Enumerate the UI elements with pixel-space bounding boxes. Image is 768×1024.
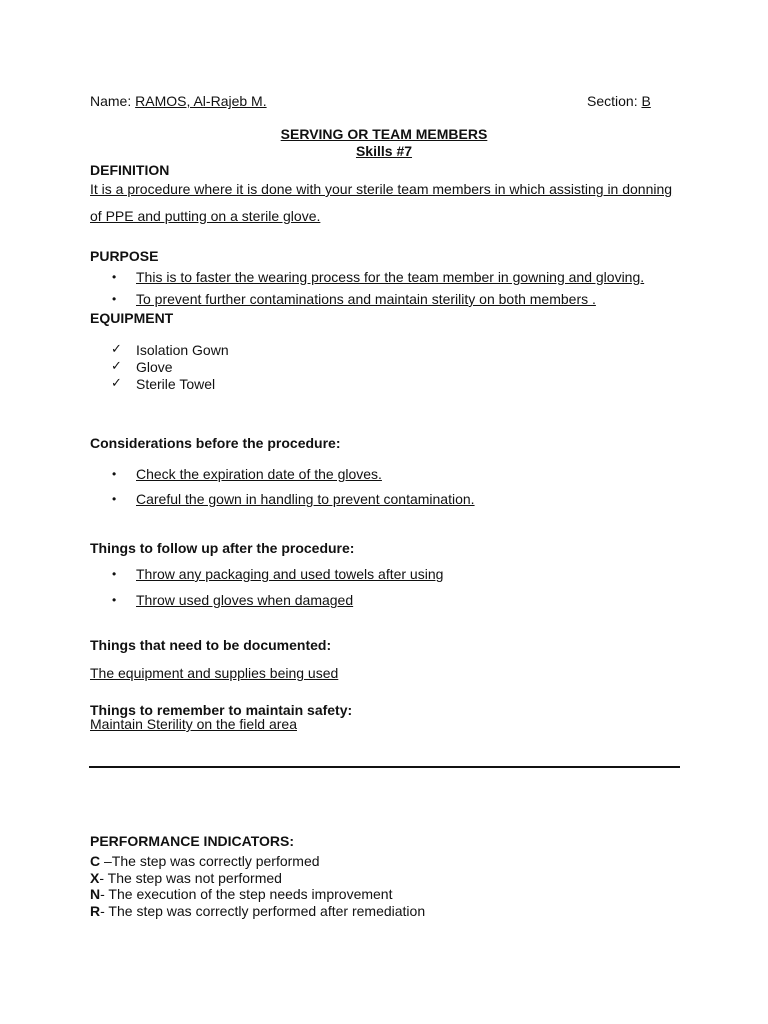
divider [89,766,680,768]
considerations-heading: Considerations before the procedure: [90,435,341,451]
performance-item [90,853,320,870]
safety-heading: Things to remember to maintain safety: [90,702,353,718]
equipment-heading: EQUIPMENT [90,310,174,326]
purpose-heading: PURPOSE [90,248,159,264]
purpose-item: This is to faster the wearing process for the team member in gowning and gloving. [136,269,645,285]
follow-up-item: Throw any packaging and used towels after using [136,566,444,582]
performance-text: - The step was correctly performed after remediation [100,903,426,919]
definition-line-2: of PPE and putting on a sterile glove. [90,208,321,224]
equipment-item: Glove [136,359,173,375]
equipment-item: Sterile Towel [136,376,216,392]
performance-code: X [90,870,100,886]
performance-item [90,886,392,903]
bullet-icon: • [112,467,117,481]
page-title: SERVING OR TEAM MEMBERS [280,126,488,142]
bullet-icon: • [112,292,117,306]
performance-item [90,903,425,920]
performance-heading: PERFORMANCE INDICATORS: [90,833,295,849]
name-label: Name: [90,93,132,109]
documented-text: The equipment and supplies being used [90,665,339,681]
performance-code: C [90,853,101,869]
performance-code: R [90,903,101,919]
performance-item [90,870,282,887]
checkmark-icon: ✓ [111,375,122,390]
equipment-item: Isolation Gown [136,342,229,358]
checkmark-icon: ✓ [111,341,122,356]
bullet-icon: • [112,492,117,506]
page-subtitle: Skills #7 [355,143,413,159]
performance-text: –The step was correctly performed [100,853,320,869]
considerations-item: Careful the gown in handling to prevent contamination. [136,491,475,507]
follow-up-heading: Things to follow up after the procedure: [90,540,355,556]
bullet-icon: • [112,593,117,607]
definition-heading: DEFINITION [90,162,170,178]
performance-code: N [90,886,101,902]
safety-text: Maintain Sterility on the field area [90,716,297,732]
follow-up-item: Throw used gloves when damaged [136,592,354,608]
purpose-item: To prevent further contaminations and maintain sterility on both members . [136,291,596,307]
bullet-icon: • [112,567,117,581]
performance-text: - The execution of the step needs improvement [100,886,393,902]
documented-heading: Things that need to be documented: [90,637,332,653]
bullet-icon: • [112,270,117,284]
definition-line-1: It is a procedure where it is done with your sterile team members in which assisting in donning [90,181,673,197]
name-row [90,93,267,110]
checkmark-icon: ✓ [111,358,122,373]
section-row [587,93,651,110]
section-value: B [641,93,651,109]
section-label: Section: [587,93,638,109]
performance-text: - The step was not performed [99,870,282,886]
name-value: RAMOS, Al-Rajeb M. [135,93,267,109]
considerations-item: Check the expiration date of the gloves. [136,466,382,482]
